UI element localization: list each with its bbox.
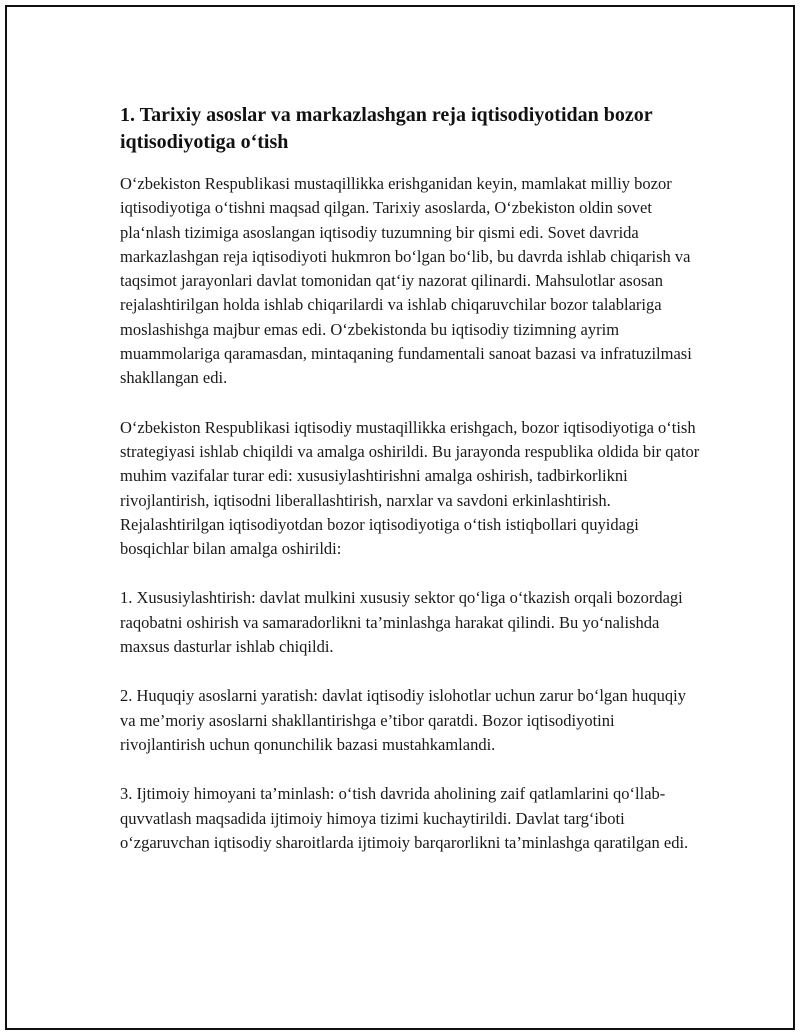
page-frame — [5, 5, 795, 1030]
paragraph-privatization: 1. Xususiylashtirish: davlat mulkini xususiy sektor qo‘liga o‘tkazish orqali bozordagi raqobatni oshirish va samaradorlikni ta’minlashga harakat qilindi. Bu yo‘nalishda maxsus dasturlar ishlab chiqildi. — [120, 588, 683, 657]
paragraph-strategy: O‘zbekiston Respublikasi iqtisodiy mustaqillikka erishgach, bozor iqtisodiyotiga o‘tish strategiyasi ishlab chiqildi va amalga oshirildi. Bu jarayonda respublika oldida bir qator muhim vazifalar turar edi: xususiylashtirishni amalga oshirish, tadbirkorlikni rivojlantirish, iqtisodni liberallashtirish, narxlar va savdoni erkinlashtirish. Rejalashtirilgan iqtisodiyotdan bozor iqtisodiyotiga o‘tish istiqbollari quyidagi bosqichlar bilan amalga oshirildi: — [120, 417, 700, 559]
paragraph-legal-basis: 2. Huquqiy asoslarni yaratish: davlat iqtisodiy islohotlar uchun zarur bo‘lgan huquqiy va me’moriy asoslarni shakllantirishga e’tibor qaratdi. Bozor iqtisodiyotini rivojlantirish uchun qonunchilik bazasi mustahkamlandi. — [120, 686, 686, 754]
paragraph-intro: O‘zbekiston Respublikasi mustaqillikka erishganidan keyin, mamlakat milliy bozor iqtisodiyotiga o‘tishni maqsad qilgan. Tarixiy asoslarda, O‘zbekiston oldin sovet pla‘nlash tizimiga asoslangan iqtisodiy tuzumning bir qismi edi. Sovet davrida markazlashgan reja iqtisodiyoti hukmron bo‘lgan bo‘lib, bu davrda ishlab chiqarish va taqsimot jarayonlari davlat tomonidan qat‘iy nazorat qilinardi. Mahsulotlar asosan rejalashtirilgan holda ishlab chiqarilardi va ishlab chiqaruvchilar bozor talablariga moslashishga majbur emas edi. O‘zbekistonda bu iqtisodiy tizimning ayrim muammolariga qaramasdan, mintaqaning fundamentali sanoat bazasi va infratuzilmasi shakllangan edi. — [120, 174, 692, 388]
paragraph-social-protection: 3. Ijtimoiy himoyani ta’minlash: o‘tish davrida aholining zaif qatlamlarini qo‘llab-quvvatlash maqsadida ijtimoiy himoya tizimi kuchaytirildi. Davlat targ‘iboti o‘zgaruvchan iqtisodiy sharoitlarda ijtimoiy barqarorlikni ta’minlashga qaratilgan edi. — [120, 784, 689, 852]
section-heading: 1. Tarixiy asoslar va markazlashgan reja iqtisodiyotidan bozor iqtisodiyotiga o‘tish — [120, 104, 653, 153]
document-body — [120, 102, 700, 880]
